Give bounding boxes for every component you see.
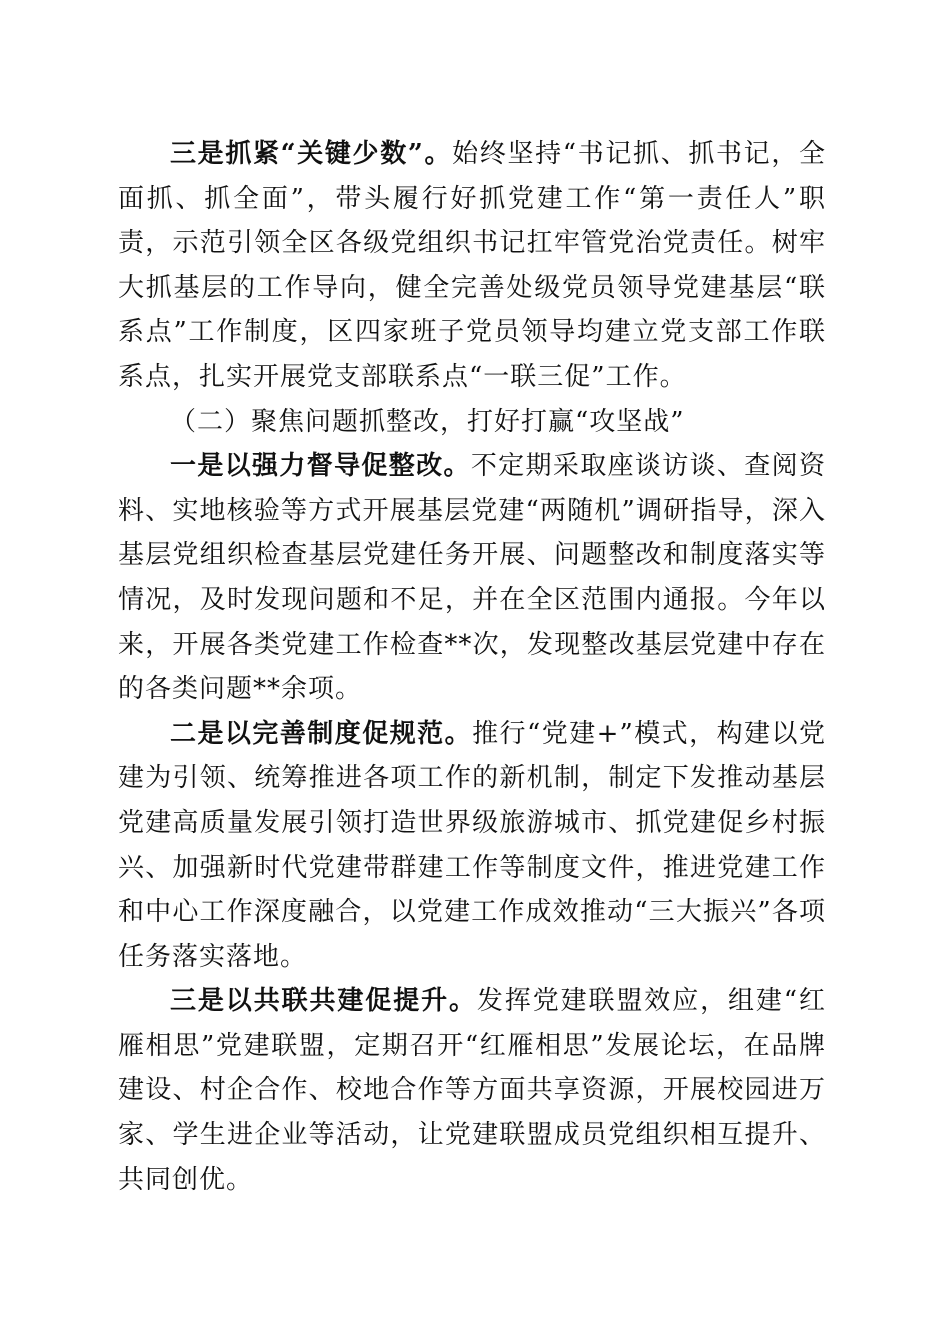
paragraph-lead: 二是以完善制度促规范。	[170, 718, 473, 749]
paragraph-text: 发挥党建联盟效应，组建“红雁相思”党建联盟，定期召开“红雁相思”发展论坛，在品牌建设、村企合作、校地合作等方面共享资源，开展校园进万家、学生进企业等活动，让党建联盟成员党组织相互提升、共同创优。	[118, 986, 826, 1195]
paragraph-key-minority	[118, 132, 826, 400]
paragraph-text: 始终坚持“书记抓、抓书记，全面抓、抓全面”，带头履行好抓党建工作“第一责任人”职责，示范引领全区各级党组织书记扛牢管党治党责任。树牢大抓基层的工作导向，健全完善处级党员领导党建基层“联系点”工作制度，区四家班子党员领导均建立党支部工作联系点，扎实开展党支部联系点“一联三促”工作。	[118, 139, 826, 392]
paragraph-system	[118, 712, 826, 980]
section-heading: （二）聚焦问题抓整改，打好打赢“攻坚战”	[170, 406, 685, 437]
paragraph-lead: 三是以共联共建促提升。	[170, 986, 477, 1017]
paragraph-lead: 一是以强力督导促整改。	[170, 451, 471, 482]
paragraph-text: 推行“党建+”模式，构建以党建为引领、统筹推进各项工作的新机制，制定下发推动基层党建高质量发展引领打造世界级旅游城市、抓党建促乡村振兴、加强新时代党建带群建工作等制度文件，推进党建工作和中心工作深度融合，以党建工作成效推动“三大振兴”各项任务落实落地。	[118, 718, 826, 972]
paragraph-supervision	[118, 444, 826, 712]
paragraph-co-building	[118, 979, 826, 1202]
document-body	[118, 132, 826, 1202]
paragraph-text: 不定期采取座谈访谈、查阅资料、实地核验等方式开展基层党建“两随机”调研指导，深入基层党组织检查基层党建任务开展、问题整改和制度落实等情况，及时发现问题和不足，并在全区范围内通报。今年以来，开展各类党建工作检查**次，发现整改基层党建中存在的各类问题**余项。	[118, 451, 826, 705]
paragraph-lead: 三是抓紧“关键少数”。	[170, 139, 453, 169]
